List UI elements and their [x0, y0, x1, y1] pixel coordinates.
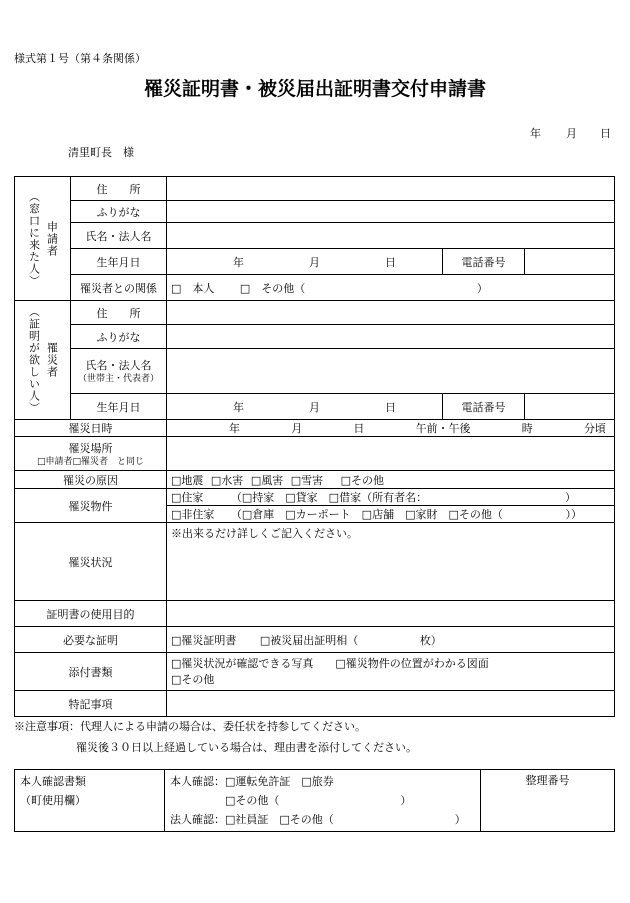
note-30days: 罹災後３０日以上経過している場合は、理由書を添付してください。: [76, 741, 417, 754]
application-table: [14, 176, 615, 717]
property-label: 罹災物件: [15, 489, 167, 523]
date-year-label: 年: [530, 127, 541, 140]
victim-group: [15, 301, 71, 420]
victim-name-field[interactable]: [167, 349, 615, 394]
office-use-table: [14, 769, 615, 832]
victim-name-label: 氏名・法人名: [85, 359, 152, 372]
property-field: [167, 489, 615, 523]
cause-snow-checkbox[interactable]: □雪害: [290, 473, 324, 487]
remarks-field[interactable]: [167, 691, 615, 717]
victim-address-label: 住 所: [71, 301, 167, 325]
disaster-hour: 時: [521, 422, 533, 435]
attachments-other-checkbox[interactable]: □その他: [171, 672, 215, 686]
cause-wind-checkbox[interactable]: □風害: [250, 473, 284, 487]
victim-label: 罹災者: [45, 342, 59, 378]
applicant-address-label: 住 所: [71, 177, 167, 201]
victim-address-field[interactable]: [167, 301, 615, 325]
disaster-place-label-cell: [15, 437, 167, 471]
applicant-birth-year: 年: [233, 255, 244, 269]
victim-name-label-cell: [71, 349, 167, 394]
applicant-birth-label: 生年月日: [71, 249, 167, 275]
relation-self-checkbox[interactable]: □ 本人: [171, 281, 215, 295]
attachments-line1[interactable]: □罹災状況が確認できる写真 □罹災物件の位置がわかる図面: [171, 656, 489, 670]
disaster-place-label: 罹災場所: [68, 441, 113, 455]
property-house-checkbox[interactable]: □住家 （□持家 □貸家 □借家（所有者名：: [171, 491, 428, 504]
property-nonhouse-checkbox[interactable]: □非住家 （□倉庫 □カーポート □店舗 □家財 □その他（: [171, 508, 503, 521]
date-month-label: 月: [566, 127, 577, 140]
applicant-birth-month: 月: [309, 255, 320, 269]
victim-furigana-label: ふりがな: [71, 325, 167, 349]
victim-phone-field[interactable]: [525, 394, 615, 420]
id-docs-label: 本人確認書類: [20, 775, 86, 788]
required-count: 枚）: [419, 633, 442, 647]
purpose-field[interactable]: [167, 601, 615, 627]
purpose-label: 証明書の使用目的: [15, 601, 167, 627]
office-confirm-cell: [165, 770, 481, 832]
applicant-group-label: （窓口に来た人）: [27, 190, 41, 287]
personal-confirm[interactable]: 本人確認：□運転免許証 □旅券: [170, 775, 334, 788]
required-label: 必要な証明: [15, 627, 167, 653]
applicant-phone-label: 電話番号: [443, 249, 525, 275]
applicant-name-label: 氏名・法人名: [71, 223, 167, 249]
disaster-place-field[interactable]: [167, 437, 615, 471]
victim-phone-label: 電話番号: [443, 394, 525, 420]
corporate-confirm[interactable]: 法人確認：□社員証 □その他（ ）: [170, 813, 466, 826]
cause-field: [167, 471, 615, 489]
property-nonhouse-close: ））: [565, 508, 582, 521]
required-field: [167, 627, 615, 653]
remarks-label: 特記事項: [15, 691, 167, 717]
applicant-furigana-field[interactable]: [167, 201, 615, 223]
cause-other-checkbox[interactable]: □その他: [340, 473, 385, 487]
serial-number-cell[interactable]: [481, 770, 615, 832]
notes: [14, 716, 417, 758]
situation-field[interactable]: [167, 523, 615, 601]
situation-hint: ※出来るだけ詳しくご記入ください。: [171, 527, 358, 540]
applicant-phone-field[interactable]: [525, 249, 615, 275]
personal-confirm-other[interactable]: □その他（ ）: [170, 794, 412, 807]
applicant-relation-field[interactable]: [167, 275, 615, 301]
applicant-address-field[interactable]: [167, 177, 615, 201]
disaster-place-same-as-checkboxes[interactable]: □申請者□罹災者 と同じ: [36, 456, 144, 467]
applicant-label: 申請者: [45, 220, 59, 257]
applicant-relation-label: 罹災者との関係: [71, 275, 167, 301]
office-id-docs-cell: [15, 770, 165, 832]
cause-earthquake-checkbox[interactable]: □地震: [171, 473, 204, 487]
victim-birth-year: 年: [233, 400, 244, 414]
applicant-name-field[interactable]: [167, 223, 615, 249]
page-title: 罹災証明書・被災届出証明書交付申請書: [143, 78, 486, 100]
victim-birth-month: 月: [309, 400, 320, 414]
applicant-birth-day: 日: [385, 255, 396, 269]
relation-other-checkbox[interactable]: □ その他（: [239, 281, 306, 295]
disaster-minute: 分頃: [583, 422, 606, 435]
victim-birth-label: 生年月日: [71, 394, 167, 420]
situation-label: 罹災状況: [15, 523, 167, 601]
disaster-ampm[interactable]: 午前・午後: [415, 422, 471, 435]
cause-flood-checkbox[interactable]: □水害: [210, 473, 244, 487]
office-use-label: （町使用欄）: [20, 794, 86, 807]
victim-birth-day: 日: [385, 400, 396, 414]
disaster-day: 日: [353, 422, 365, 435]
disaster-month: 月: [291, 422, 303, 435]
applicant-birth-field[interactable]: [167, 249, 443, 275]
cause-label: 罹災の原因: [15, 471, 167, 489]
required-disaster-cert-checkbox[interactable]: □罹災証明書: [171, 633, 237, 647]
disaster-year: 年: [229, 422, 240, 435]
property-house-close: ）: [565, 491, 576, 504]
disaster-datetime-label: 罹災日時: [15, 420, 167, 437]
attachments-field: [167, 653, 615, 691]
serial-number-label: 整理番号: [525, 774, 570, 787]
addressee: 清里町長 様: [68, 146, 134, 159]
note-proxy: ※注意事項：代理人による申請の場合は、委任状を持参してください。: [14, 720, 366, 733]
date-day-label: 日: [600, 127, 611, 140]
applicant-group: [15, 177, 71, 301]
attachments-label: 添付書類: [15, 653, 167, 691]
form-number: 様式第１号（第４条関係）: [14, 52, 146, 65]
victim-name-note: （世帯主・代表者）: [77, 374, 159, 384]
victim-furigana-field[interactable]: [167, 325, 615, 349]
relation-close: ）: [476, 281, 488, 295]
disaster-datetime-field[interactable]: [167, 420, 615, 437]
victim-birth-field[interactable]: [167, 394, 443, 420]
required-damage-cert-checkbox[interactable]: □被災届出証明相（: [259, 633, 359, 647]
applicant-furigana-label: ふりがな: [71, 201, 167, 223]
victim-group-label: （証明が欲しい人）: [27, 306, 41, 414]
